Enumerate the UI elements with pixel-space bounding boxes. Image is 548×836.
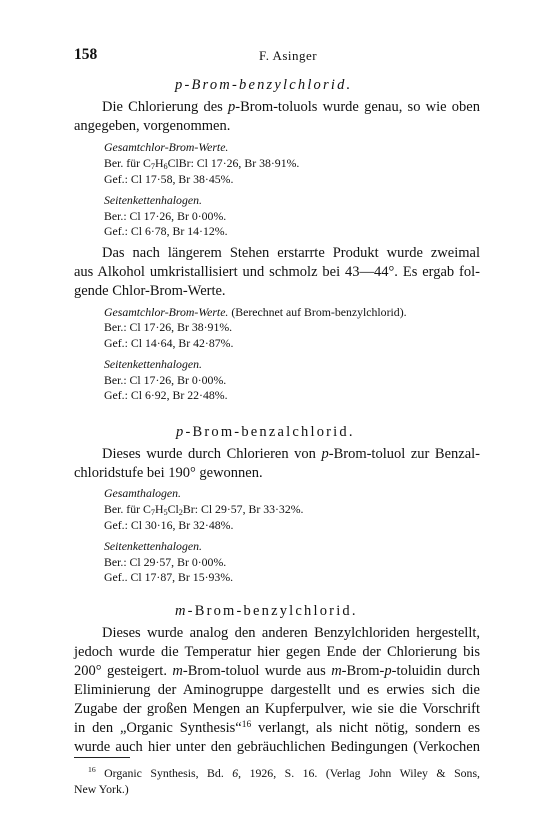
- footnote-marker: 16: [88, 765, 96, 774]
- page-number: 158: [74, 46, 98, 63]
- heading-prefix: m: [175, 603, 188, 619]
- footnote-line: $^{16}$ Organic Synthesis, Bd. 6, 1926, S. 16. (Verlag John Wiley & Sons,: [88, 765, 480, 780]
- text-line: in den „Organic Synthesis“$^{16}$ verlangt, als nicht nötig, sondern es: [74, 720, 480, 736]
- text-line: Das nach längerem Stehen erstarrte Produkt wurde zweimal: [102, 245, 480, 261]
- analysis-label: Gesamthalogen.: [104, 486, 181, 500]
- text-line: Eliminierung der Aminogruppe dargestellt und es erwies sich die: [74, 682, 480, 698]
- analysis-label: Seitenkettenhalogen.: [104, 192, 202, 207]
- analysis-calculated: Ber. für $C_7H_6ClBr$: Cl 17·26, Br 38·91%.: [104, 156, 300, 172]
- text-line: jedoch wurde die Temperatur hier gegen Ende der Chlorierung bis: [74, 644, 480, 660]
- analysis-calculated: Ber.: Cl 29·57, Br 0·00%.: [104, 555, 227, 570]
- analysis-label: Seitenkettenhalogen.: [104, 356, 202, 371]
- analysis-block-1: [104, 140, 299, 240]
- paragraph-chlorierung: [74, 98, 480, 136]
- heading-text: -Brom-benzylchlorid.: [184, 77, 353, 93]
- analysis-found: Gef.: Cl 6·92, Br 22·48%.: [104, 388, 228, 403]
- analysis-found: Gef.: Cl 6·78, Br 14·12%.: [104, 224, 228, 239]
- text-line: 200° gesteigert. m-Brom-toluol wurde aus m-Brom-p-toluidin durch: [74, 663, 480, 679]
- paragraph-umkristallisiert: [74, 244, 480, 301]
- analysis-found: Gef.. Cl 17·87, Br 15·93%.: [104, 570, 234, 585]
- footnote-reference: 16: [241, 720, 252, 730]
- analysis-calculated: Ber.: Cl 17·26, Br 0·00%.: [104, 373, 227, 388]
- section-heading-m-brom-benzylchlorid: [175, 603, 358, 620]
- text-line: Dieses wurde durch Chlorieren von p-Brom-toluol zur Benzal-: [102, 446, 481, 462]
- analysis-label: Seitenkettenhalogen.: [104, 538, 202, 553]
- analysis-label: Gesamtchlor-Brom-Werte.: [104, 140, 229, 154]
- analysis-found: Gef.: Cl 30·16, Br 32·48%.: [104, 517, 234, 532]
- paragraph-m-brom: [74, 624, 480, 757]
- heading-text: -Brom-benzalchlorid.: [185, 424, 355, 440]
- section-heading-p-brom-benzylchlorid: [175, 77, 352, 94]
- analysis-found: Gef.: Cl 14·64, Br 42·87%.: [104, 335, 234, 350]
- analysis-calculated: Ber. für $C_7H_5Cl_2Br$: Cl 29·57, Br 33·32%.: [104, 502, 304, 518]
- analysis-calculated: Ber.: Cl 17·26, Br 0·00%.: [104, 209, 227, 224]
- text-line: gende Chlor-Brom-Werte.: [74, 283, 226, 299]
- analysis-block-2: [104, 305, 407, 404]
- heading-prefix: p: [175, 77, 185, 93]
- footnote-divider: [74, 757, 130, 758]
- text-line: wurde auch hier unter den gebräuchlichen Bedingungen (Verkochen: [74, 739, 480, 755]
- text-line: angegeben, vorgenommen.: [74, 118, 231, 134]
- footnote: [74, 765, 480, 797]
- analysis-block-3: [104, 486, 304, 586]
- section-heading-p-brom-benzalchlorid: [176, 424, 355, 441]
- text-line: Die Chlorierung des p-Brom-toluols wurde genau, so wie oben: [102, 99, 480, 115]
- analysis-label: Gesamtchlor-Brom-Werte. (Berechnet auf Brom-benzylchlorid).: [104, 305, 407, 319]
- text-line: aus Alkohol umkristallisiert und schmolz bei 43—44°. Es ergab fol-: [74, 264, 480, 280]
- analysis-calculated: Ber.: Cl 17·26, Br 38·91%.: [104, 320, 233, 335]
- analysis-found: Gef.: Cl 17·58, Br 38·45%.: [104, 171, 234, 186]
- text-line: chloridstufe bei 190° gewonnen.: [74, 465, 263, 481]
- heading-prefix: p: [176, 424, 186, 440]
- heading-text: -Brom-benzylchlorid.: [187, 603, 358, 619]
- text-line: Zugabe der großen Mengen an Kupferpulver, wie sie die Vorschrift: [74, 701, 480, 717]
- text-line: Dieses wurde analog den anderen Benzylchloriden hergestellt,: [102, 625, 480, 641]
- paragraph-benzalchlorid: [74, 445, 480, 483]
- footnote-line: New York.): [74, 782, 129, 796]
- running-head: F. Asinger: [259, 48, 318, 63]
